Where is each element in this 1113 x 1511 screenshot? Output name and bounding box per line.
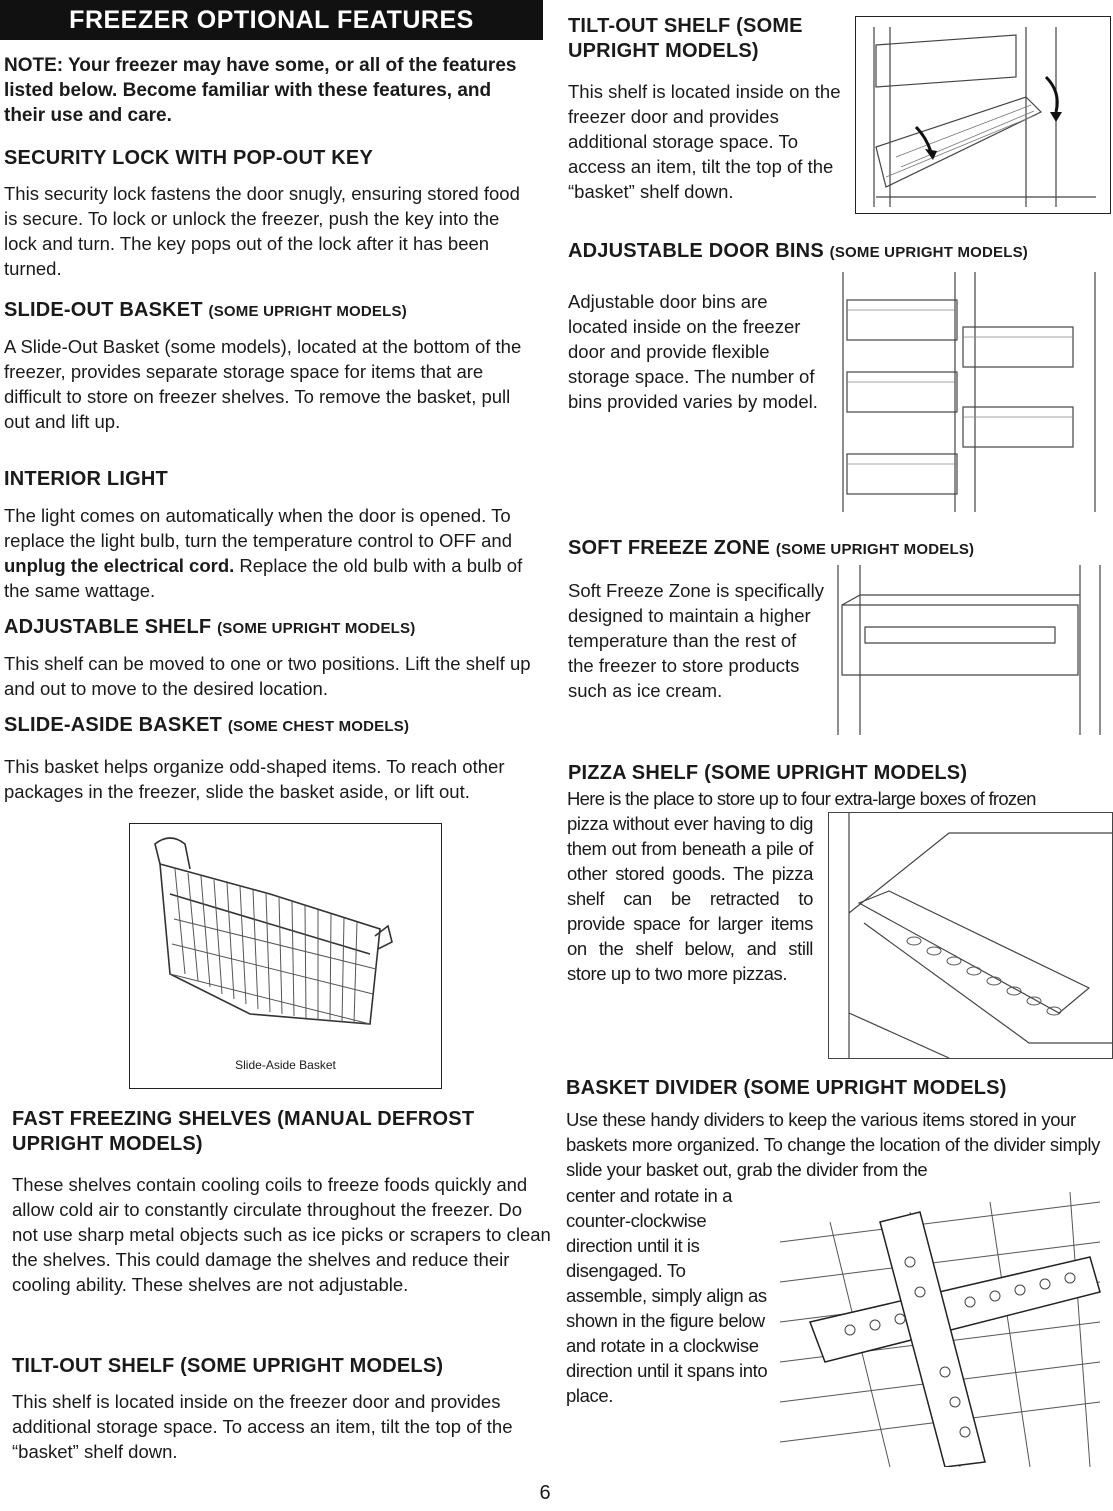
basket-divider-text-top: Use these handy dividers to keep the various items stored in your baskets more organized. To change the location of the divider simply slide your basket out, grab the divider from the (566, 1109, 1100, 1180)
tilt-shelf-illustration (856, 17, 1110, 213)
slide-aside-caption: Slide-Aside Basket (235, 1058, 336, 1072)
interior-light-heading: INTERIOR LIGHT (4, 468, 168, 490)
adj-shelf-sub: (SOME UPRIGHT MODELS) (217, 620, 416, 637)
slide-aside-title: SLIDE-ASIDE BASKET (4, 714, 223, 736)
right-tilt-out-text: This shelf is located inside on the freezer door and provides additional storage space. To access an item, tilt the top of the “basket” shelf down. (568, 81, 841, 202)
soft-freeze-title: SOFT FREEZE ZONE (568, 537, 771, 559)
basket-divider-heading: BASKET DIVIDER (SOME UPRIGHT MODELS) (566, 1077, 1007, 1099)
basket-divider-figure (770, 1182, 1110, 1467)
pizza-shelf-illustration (829, 813, 1112, 1058)
slide-aside-sub: (SOME CHEST MODELS) (227, 718, 410, 735)
left-tilt-out-heading: TILT-OUT SHELF (SOME UPRIGHT MODELS) (12, 1355, 444, 1377)
door-bins-figure (835, 272, 1110, 512)
slide-aside-heading (4, 712, 534, 740)
soft-freeze-illustration (830, 565, 1110, 735)
interior-text-b: Replace the old bulb with a bulb of the same wattage. (4, 555, 523, 601)
slide-out-basket-text: A Slide-Out Basket (some models), located at the bottom of the freezer, provides separate storage space for items that are difficult to store on freezer shelves. To remove the basket, pull out and lift up. (4, 336, 522, 432)
basket-divider-illustration (770, 1182, 1110, 1467)
soft-freeze-figure (830, 565, 1110, 735)
door-bins-sub: (SOME UPRIGHT MODELS) (829, 244, 1029, 261)
pizza-shelf-text: pizza without ever having to dig them out from beneath a pile of other stored goods. The pizza shelf can be retracted to provide space for larger items on the shelf below, and still store up to two more pizzas. (567, 813, 813, 984)
page-number: 6 (539, 1482, 551, 1504)
door-bins-text: Adjustable door bins are located inside on the freezer door and provide flexible storage space. The number of bins provided varies by model. (568, 291, 818, 412)
soft-freeze-text: Soft Freeze Zone is specifically designed to maintain a higher temperature than the rest of the freezer to store products such as ice cream. (568, 580, 825, 701)
note-text: NOTE: Your freezer may have some, or all of the features listed below. Become familiar with these features, and their use and care. (4, 55, 517, 126)
adjustable-shelf-text: This shelf can be moved to one or two positions. Lift the shelf up and out to move to the desired location. (4, 653, 531, 699)
interior-text-a: The light comes on automatically when the door is opened. To replace the light bulb, turn the temperature control to OFF and (4, 505, 513, 551)
slide-aside-basket-figure (129, 823, 442, 1089)
pizza-shelf-figure (828, 812, 1113, 1059)
slide-out-basket-heading (4, 297, 534, 325)
basket-divider-text: center and rotate in a counter-clockwise direction until it is disengaged. To assemble, simply align as shown in the figure below and rotate in a clockwise direction until it spans into place. (566, 1185, 768, 1406)
pizza-shelf-text-line: Here is the place to store up to four extra-large boxes of frozen (567, 788, 1036, 809)
slide-out-title: SLIDE-OUT BASKET (4, 299, 203, 321)
basket-illustration (130, 824, 441, 1054)
fast-freezing-text: These shelves contain cooling coils to freeze foods quickly and allow cold air to constantly circulate throughout the freezer. Do not use sharp metal objects such as ice picks or scrapers to clean the shelves. This could damage the shelves and reduce their cooling ability. These shelves are not adjustable. (12, 1174, 551, 1295)
soft-freeze-sub: (SOME UPRIGHT MODELS) (775, 541, 975, 558)
door-bins-heading (568, 238, 1108, 266)
door-bins-illustration (835, 272, 1110, 512)
interior-text-bold: unplug the electrical cord. (4, 555, 235, 576)
security-lock-heading: SECURITY LOCK WITH POP-OUT KEY (4, 147, 373, 169)
pizza-shelf-heading: PIZZA SHELF (SOME UPRIGHT MODELS) (568, 762, 968, 784)
adj-shelf-title: ADJUSTABLE SHELF (4, 616, 212, 638)
right-tilt-out-heading: TILT-OUT SHELF (SOME UPRIGHT MODELS) (568, 15, 803, 62)
tilt-out-shelf-figure (855, 16, 1111, 214)
adjustable-shelf-heading (4, 614, 534, 642)
soft-freeze-heading (568, 535, 1108, 563)
security-lock-text: This security lock fastens the door snugly, ensuring stored food is secure. To lock or unlock the freezer, push the key into the lock and turn. The key pops out of the lock after it has been turned. (4, 183, 520, 279)
page-banner: FREEZER OPTIONAL FEATURES (0, 0, 543, 40)
slide-aside-text: This basket helps organize odd-shaped items. To reach other packages in the freezer, slide the basket aside, or lift out. (4, 756, 505, 802)
fast-freezing-heading: FAST FREEZING SHELVES (MANUAL DEFROST UPRIGHT MODELS) (12, 1108, 475, 1155)
slide-out-sub: (SOME UPRIGHT MODELS) (208, 303, 407, 320)
interior-light-text (4, 503, 544, 603)
door-bins-title: ADJUSTABLE DOOR BINS (568, 240, 824, 262)
left-tilt-out-text: This shelf is located inside on the freezer door and provides additional storage space. To access an item, tilt the top of the “basket” shelf down. (12, 1391, 513, 1462)
